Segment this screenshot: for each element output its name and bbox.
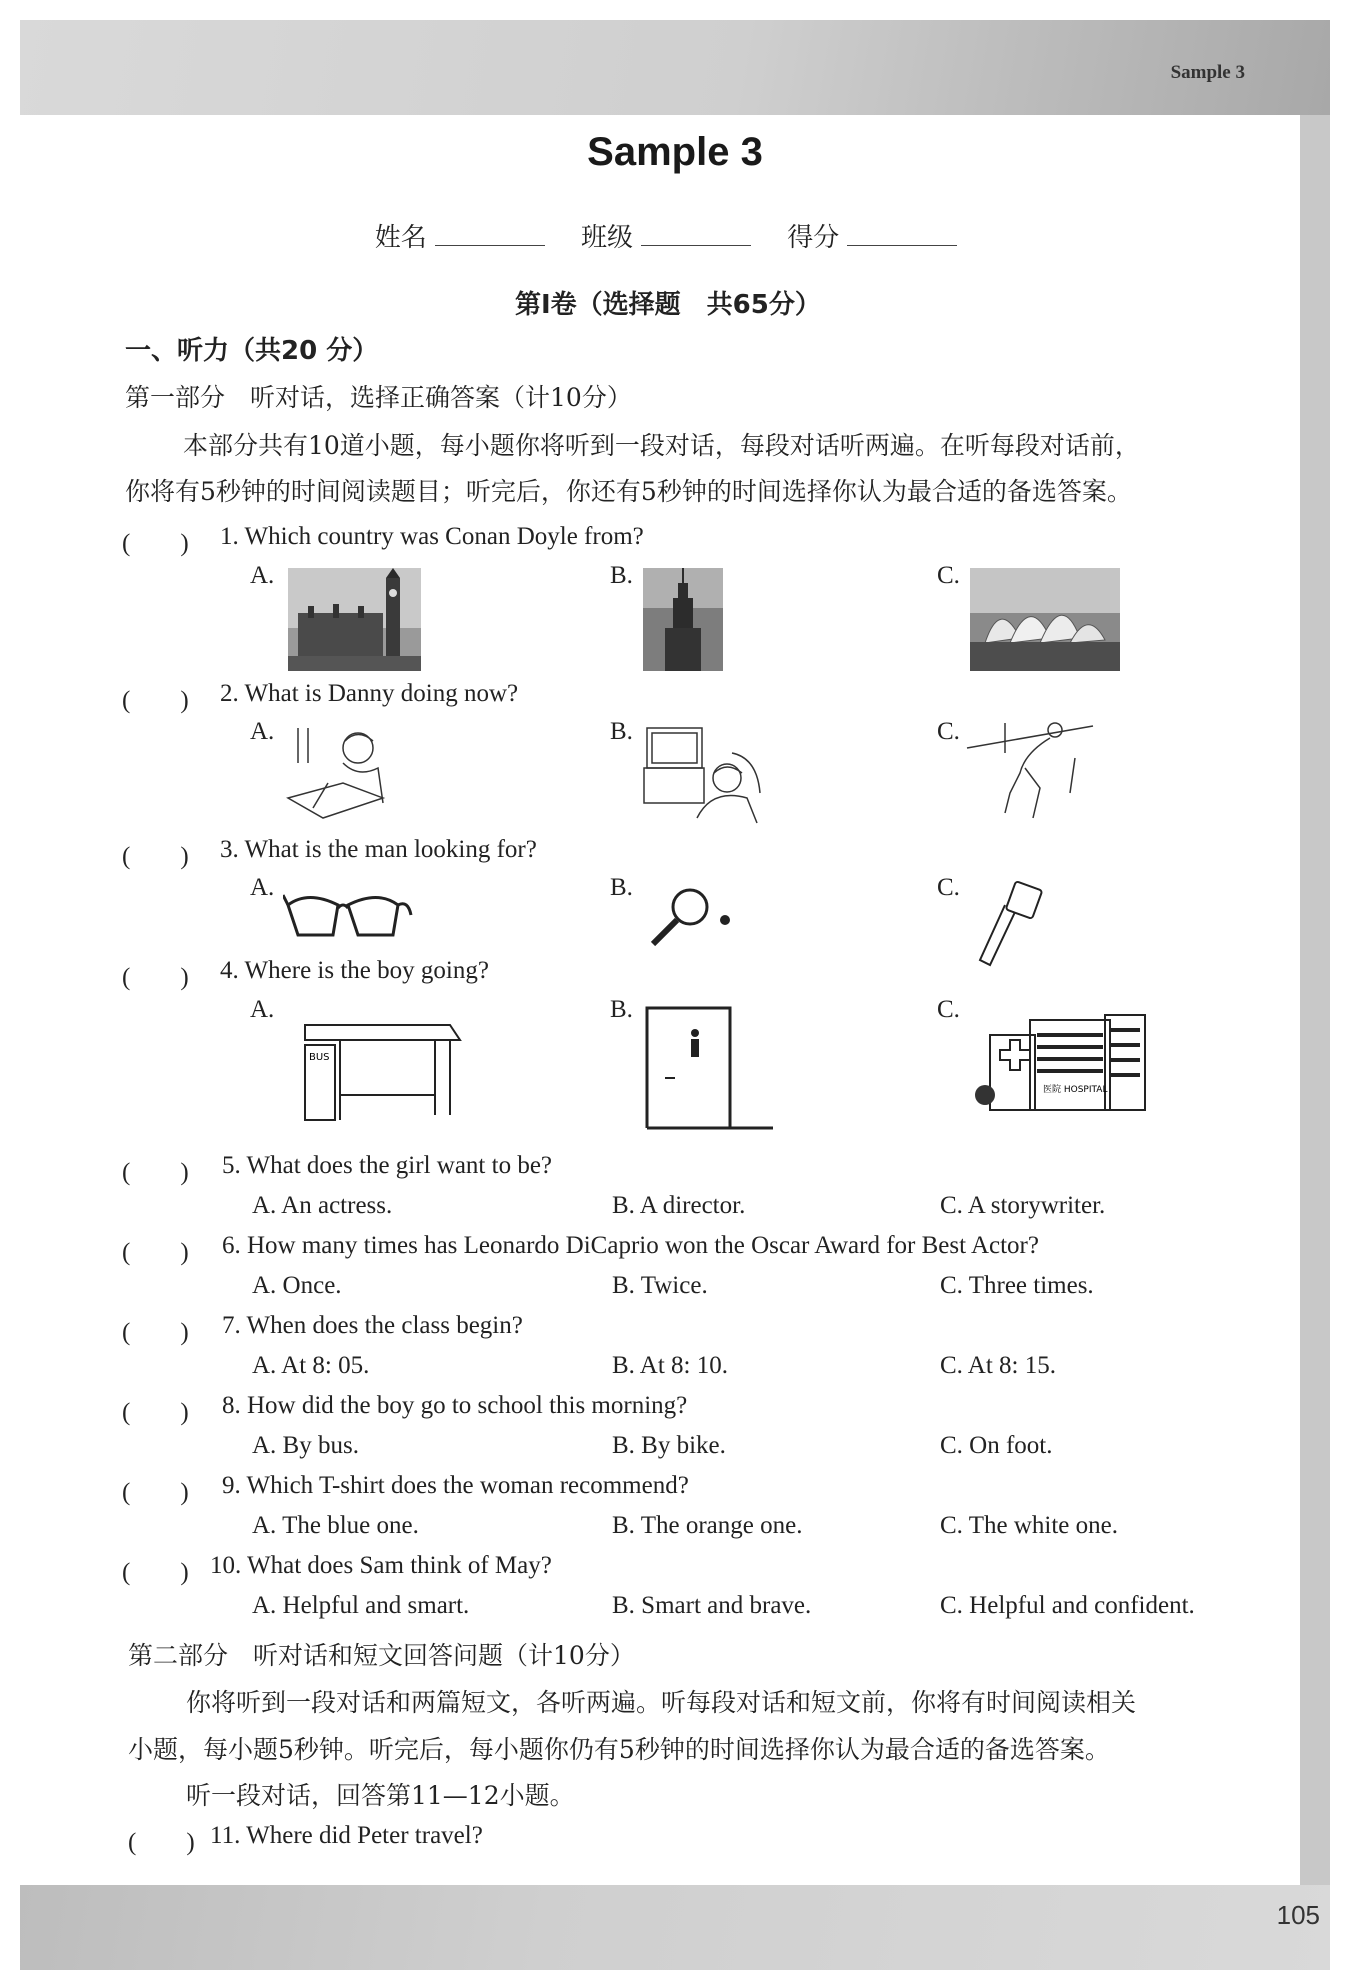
opera-house-photo[interactable] bbox=[970, 568, 1120, 671]
option-c[interactable]: C. On foot. bbox=[940, 1432, 1053, 1459]
part2-title: 第二部分 听对话和短文回答问题（计10分） bbox=[128, 1641, 635, 1670]
question-10: 10. What does Sam think of May? bbox=[210, 1552, 552, 1579]
part1-title: 第一部分 听对话，选择正确答案（计10分） bbox=[125, 383, 632, 412]
class-field[interactable] bbox=[641, 223, 751, 246]
big-ben-photo[interactable] bbox=[288, 568, 421, 671]
option-c[interactable]: C. Three times. bbox=[940, 1272, 1094, 1299]
option-a-label: A. bbox=[250, 874, 275, 901]
header-band bbox=[20, 20, 1330, 115]
option-b[interactable]: B. The orange one. bbox=[612, 1512, 803, 1539]
option-a-label: A. bbox=[250, 718, 275, 745]
skater-picture[interactable] bbox=[965, 718, 1095, 828]
question-4: 4. Where is the boy going? bbox=[220, 957, 489, 984]
score-field[interactable] bbox=[847, 223, 957, 246]
option-b[interactable]: B. At 8: 10. bbox=[612, 1352, 728, 1379]
part2-instruction-1: 你将听到一段对话和两篇短文，各听两遍。听每段对话和短文前，你将有时间阅读相关 bbox=[186, 1688, 1137, 1717]
answer-blank[interactable]: ( ) bbox=[122, 1319, 189, 1346]
option-b[interactable]: B. By bike. bbox=[612, 1432, 726, 1459]
option-c-label: C. bbox=[937, 718, 960, 745]
answer-blank[interactable]: ( ) bbox=[122, 1399, 189, 1426]
option-c[interactable]: C. A storywriter. bbox=[940, 1192, 1106, 1219]
toilet-door-picture[interactable] bbox=[645, 1003, 775, 1133]
section-title: 一、听力（共20 分） bbox=[125, 336, 379, 366]
option-a-label: A. bbox=[250, 562, 275, 589]
part2-subheading: 听一段对话，回答第11—12小题。 bbox=[186, 1781, 575, 1810]
name-field[interactable] bbox=[435, 223, 545, 246]
option-c[interactable]: C. At 8: 15. bbox=[940, 1352, 1056, 1379]
magnifier-picture[interactable] bbox=[645, 882, 735, 952]
option-a[interactable]: A. Once. bbox=[252, 1272, 342, 1299]
hospital-sign: 医院 HOSPITAL bbox=[1043, 1085, 1108, 1095]
question-11: 11. Where did Peter travel? bbox=[210, 1822, 483, 1849]
name-label: 姓名 bbox=[374, 223, 427, 253]
question-8: 8. How did the boy go to school this morning? bbox=[222, 1392, 688, 1419]
option-b[interactable]: B. Smart and brave. bbox=[612, 1592, 812, 1619]
option-a-label: A. bbox=[250, 996, 275, 1023]
option-a[interactable]: A. The blue one. bbox=[252, 1512, 419, 1539]
part2-instruction-2: 小题，每小题5秒钟。听完后，每小题你仍有5秒钟的时间选择你认为最合适的备选答案。 bbox=[128, 1735, 1110, 1764]
question-1: 1. Which country was Conan Doyle from? bbox=[220, 523, 644, 550]
footer-band bbox=[20, 1885, 1330, 1970]
question-2: 2. What is Danny doing now? bbox=[220, 680, 519, 707]
boy-watching-tv-picture[interactable] bbox=[642, 723, 762, 828]
answer-blank[interactable]: ( ) bbox=[128, 1829, 195, 1856]
option-a[interactable]: A. Helpful and smart. bbox=[252, 1592, 470, 1619]
part1-instruction-2: 你将有5秒钟的时间阅读题目；听完后，你还有5秒钟的时间选择你认为最合适的备选答案。 bbox=[125, 477, 1132, 506]
watch-picture[interactable] bbox=[970, 880, 1050, 970]
option-b-label: B. bbox=[610, 718, 633, 745]
glasses-picture[interactable] bbox=[283, 880, 413, 945]
option-a[interactable]: A. At 8: 05. bbox=[252, 1352, 370, 1379]
answer-blank[interactable]: ( ) bbox=[122, 687, 189, 714]
option-a[interactable]: A. By bus. bbox=[252, 1432, 359, 1459]
answer-blank[interactable]: ( ) bbox=[122, 1559, 189, 1586]
answer-blank[interactable]: ( ) bbox=[122, 964, 189, 991]
question-6: 6. How many times has Leonardo DiCaprio won the Oscar Award for Best Actor? bbox=[222, 1232, 1039, 1259]
bus-stop-picture[interactable] bbox=[300, 1010, 465, 1125]
page-number: 105 bbox=[1276, 1900, 1320, 1930]
volume-title: 第Ⅰ卷（选择题 共65分） bbox=[515, 290, 821, 320]
option-a[interactable]: A. An actress. bbox=[252, 1192, 393, 1219]
part1-instruction-1: 本部分共有10道小题，每小题你将听到一段对话，每段对话听两遍。在听每段对话前， bbox=[183, 431, 1140, 460]
option-c[interactable]: C. Helpful and confident. bbox=[940, 1592, 1195, 1619]
answer-blank[interactable]: ( ) bbox=[122, 843, 189, 870]
option-b-label: B. bbox=[610, 996, 633, 1023]
option-b-label: B. bbox=[610, 562, 633, 589]
bus-stop-sign: BUS bbox=[309, 1052, 330, 1063]
question-7: 7. When does the class begin? bbox=[222, 1312, 523, 1339]
score-label: 得分 bbox=[787, 223, 840, 253]
answer-blank[interactable]: ( ) bbox=[122, 530, 189, 557]
hospital-picture[interactable] bbox=[975, 1010, 1155, 1120]
boy-drawing-picture[interactable] bbox=[283, 723, 393, 823]
question-3: 3. What is the man looking for? bbox=[220, 836, 537, 863]
answer-blank[interactable]: ( ) bbox=[122, 1239, 189, 1266]
option-c-label: C. bbox=[937, 874, 960, 901]
answer-blank[interactable]: ( ) bbox=[122, 1159, 189, 1186]
option-b[interactable]: B. Twice. bbox=[612, 1272, 708, 1299]
page-title: Sample 3 bbox=[587, 130, 763, 174]
class-label: 班级 bbox=[580, 223, 633, 253]
option-c-label: C. bbox=[937, 996, 960, 1023]
option-b-label: B. bbox=[610, 874, 633, 901]
header-tag: Sample 3 bbox=[1170, 62, 1245, 83]
student-info bbox=[0, 217, 1350, 254]
option-c[interactable]: C. The white one. bbox=[940, 1512, 1118, 1539]
answer-blank[interactable]: ( ) bbox=[122, 1479, 189, 1506]
question-9: 9. Which T-shirt does the woman recommend? bbox=[222, 1472, 689, 1499]
empire-state-photo[interactable] bbox=[643, 568, 723, 671]
option-c-label: C. bbox=[937, 562, 960, 589]
side-band bbox=[1300, 115, 1330, 1885]
option-b[interactable]: B. A director. bbox=[612, 1192, 746, 1219]
question-5: 5. What does the girl want to be? bbox=[222, 1152, 553, 1179]
